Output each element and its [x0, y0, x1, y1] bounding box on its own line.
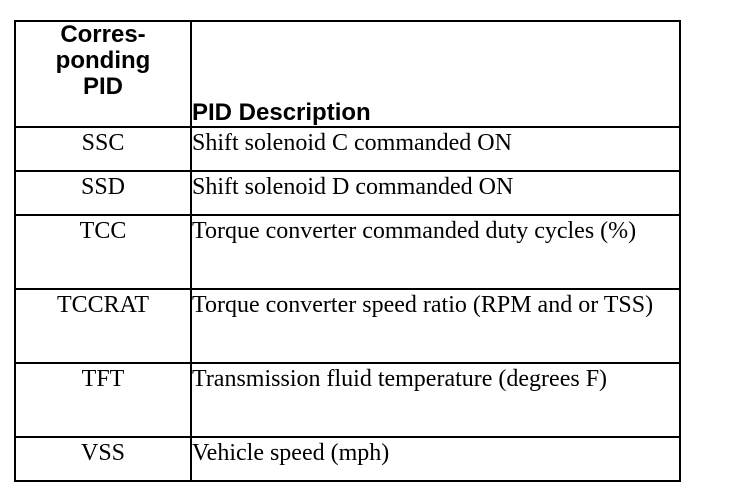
- description-cell: Shift solenoid D commanded ON: [191, 171, 680, 215]
- table-row: [15, 215, 680, 289]
- description-cell: Torque converter commanded duty cycles (%): [191, 215, 680, 289]
- pid-cell: TCCRAT: [15, 289, 191, 363]
- pid-cell: VSS: [15, 437, 191, 481]
- pid-cell: TFT: [15, 363, 191, 437]
- description-cell: Shift solenoid C commanded ON: [191, 127, 680, 171]
- table-row: [15, 437, 680, 481]
- pid-cell: SSC: [15, 127, 191, 171]
- table-row: [15, 127, 680, 171]
- description-cell: Transmission fluid temperature (degrees F): [191, 363, 680, 437]
- pid-cell: TCC: [15, 215, 191, 289]
- pid-cell: SSD: [15, 171, 191, 215]
- header-pid-line: PID: [82, 73, 123, 100]
- header-corresponding-pid: [15, 21, 191, 127]
- header-pid-line: Corres-: [60, 21, 146, 48]
- table-header-row: [15, 21, 680, 127]
- header-pid-description: PID Description: [191, 21, 680, 127]
- description-cell: Vehicle speed (mph): [191, 437, 680, 481]
- header-pid-line: ponding: [55, 47, 151, 74]
- table-row: [15, 171, 680, 215]
- table-row: [15, 289, 680, 363]
- pid-table: [14, 20, 681, 482]
- table-row: [15, 363, 680, 437]
- description-cell: Torque converter speed ratio (RPM and or TSS): [191, 289, 680, 363]
